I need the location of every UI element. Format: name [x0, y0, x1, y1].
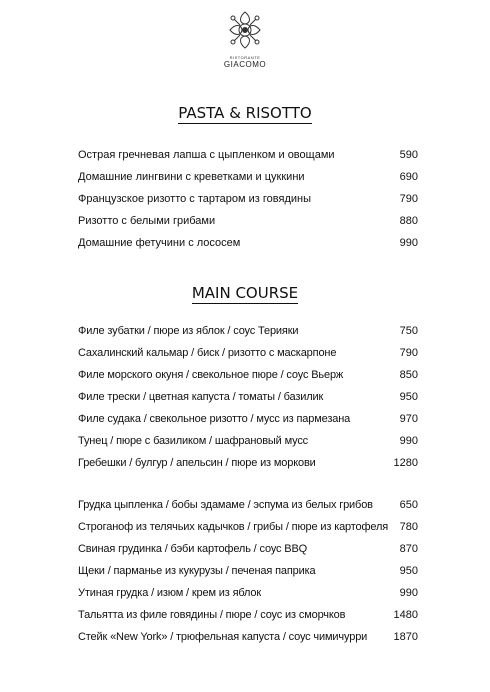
menu-item: [78, 434, 418, 456]
dish-price: 690: [399, 171, 418, 183]
menu-item: [78, 390, 418, 412]
pasta-menu-list: [78, 148, 418, 258]
dish-name: Утиная грудка / изюм / крем из яблок: [78, 587, 262, 599]
dish-name: Тальятта из филе говядины / пюре / соус из сморчков: [78, 609, 346, 621]
dish-name: Французское ризотто с тартаром из говядины: [78, 193, 312, 205]
dish-name: Филе морского окуня / свекольное пюре / соус Вьерж: [78, 369, 344, 381]
main-course-list-meat: [78, 498, 418, 652]
dish-price: 750: [399, 325, 418, 337]
dish-name: Сахалинский кальмар / биск / ризотто с маскарпоне: [78, 347, 337, 359]
dish-price: 950: [399, 391, 418, 403]
dish-price: 990: [399, 587, 418, 599]
restaurant-logo: [220, 10, 270, 82]
dish-name: Грудка цыпленка / бобы эдамаме / эспума из белых грибов: [78, 499, 373, 511]
dish-name: Гребешки / булгур / апельсин / пюре из моркови: [78, 457, 316, 469]
menu-item: [78, 368, 418, 390]
dish-name: Острая гречневая лапша с цыпленком и овощами: [78, 149, 335, 161]
menu-item: [78, 192, 418, 214]
menu-item: [78, 564, 418, 586]
menu-item: [78, 456, 418, 478]
dish-name: Домашние лингвини с креветками и цуккини: [78, 171, 305, 183]
dish-name: Тунец / пюре с базиликом / шафрановый мусс: [78, 435, 309, 447]
dish-price: 590: [399, 149, 418, 161]
menu-item: [78, 586, 418, 608]
dish-price: 790: [399, 347, 418, 359]
dish-price: 990: [399, 435, 418, 447]
dish-name: Свиная грудинка / бэби картофель / соус BBQ: [78, 543, 308, 555]
menu-item: [78, 608, 418, 630]
dish-name: Филе зубатки / пюре из яблок / соус Терияки: [78, 325, 299, 337]
dish-name: Филе трески / цветная капуста / томаты / базилик: [78, 391, 324, 403]
menu-item: [78, 170, 418, 192]
dish-price: 780: [399, 521, 418, 533]
menu-item: [78, 630, 418, 652]
dish-price: 650: [399, 499, 418, 511]
menu-item: [78, 346, 418, 368]
dish-price: 1870: [393, 631, 418, 643]
dish-name: Строганоф из телячьих кадычков / грибы / пюре из картофеля: [78, 521, 389, 533]
dish-price: 850: [399, 369, 418, 381]
menu-item: [78, 236, 418, 258]
logo-emblem-icon: [228, 10, 262, 54]
menu-item: [78, 148, 418, 170]
menu-item: [78, 498, 418, 520]
menu-item: [78, 214, 418, 236]
menu-item: [78, 324, 418, 346]
menu-item: [78, 412, 418, 434]
dish-price: 1480: [393, 609, 418, 621]
menu-item: [78, 542, 418, 564]
section-title-pasta: PASTA & RISOTTO: [178, 104, 312, 122]
logo-name: GIACOMO: [223, 60, 267, 69]
dish-price: 870: [399, 543, 418, 555]
dish-name: Домашние фетучини с лососем: [78, 237, 241, 249]
menu-item: [78, 520, 418, 542]
dish-name: Филе судака / свекольное ризотто / мусс из пармезана: [78, 413, 351, 425]
dish-price: 790: [399, 193, 418, 205]
dish-name: Ризотто с белыми грибами: [78, 215, 216, 227]
dish-name: Стейк «New York» / трюфельная капуста / соус чимичурри: [78, 631, 368, 643]
dish-price: 1280: [393, 457, 418, 469]
dish-price: 970: [399, 413, 418, 425]
section-title-main-course: MAIN COURSE: [191, 284, 299, 302]
dish-price: 880: [399, 215, 418, 227]
main-course-list-fish: [78, 324, 418, 478]
logo-subtitle: RISTORANTE: [229, 55, 261, 60]
dish-price: 990: [399, 237, 418, 249]
dish-price: 950: [399, 565, 418, 577]
dish-name: Щеки / парманье из кукурузы / печеная паприка: [78, 565, 316, 577]
